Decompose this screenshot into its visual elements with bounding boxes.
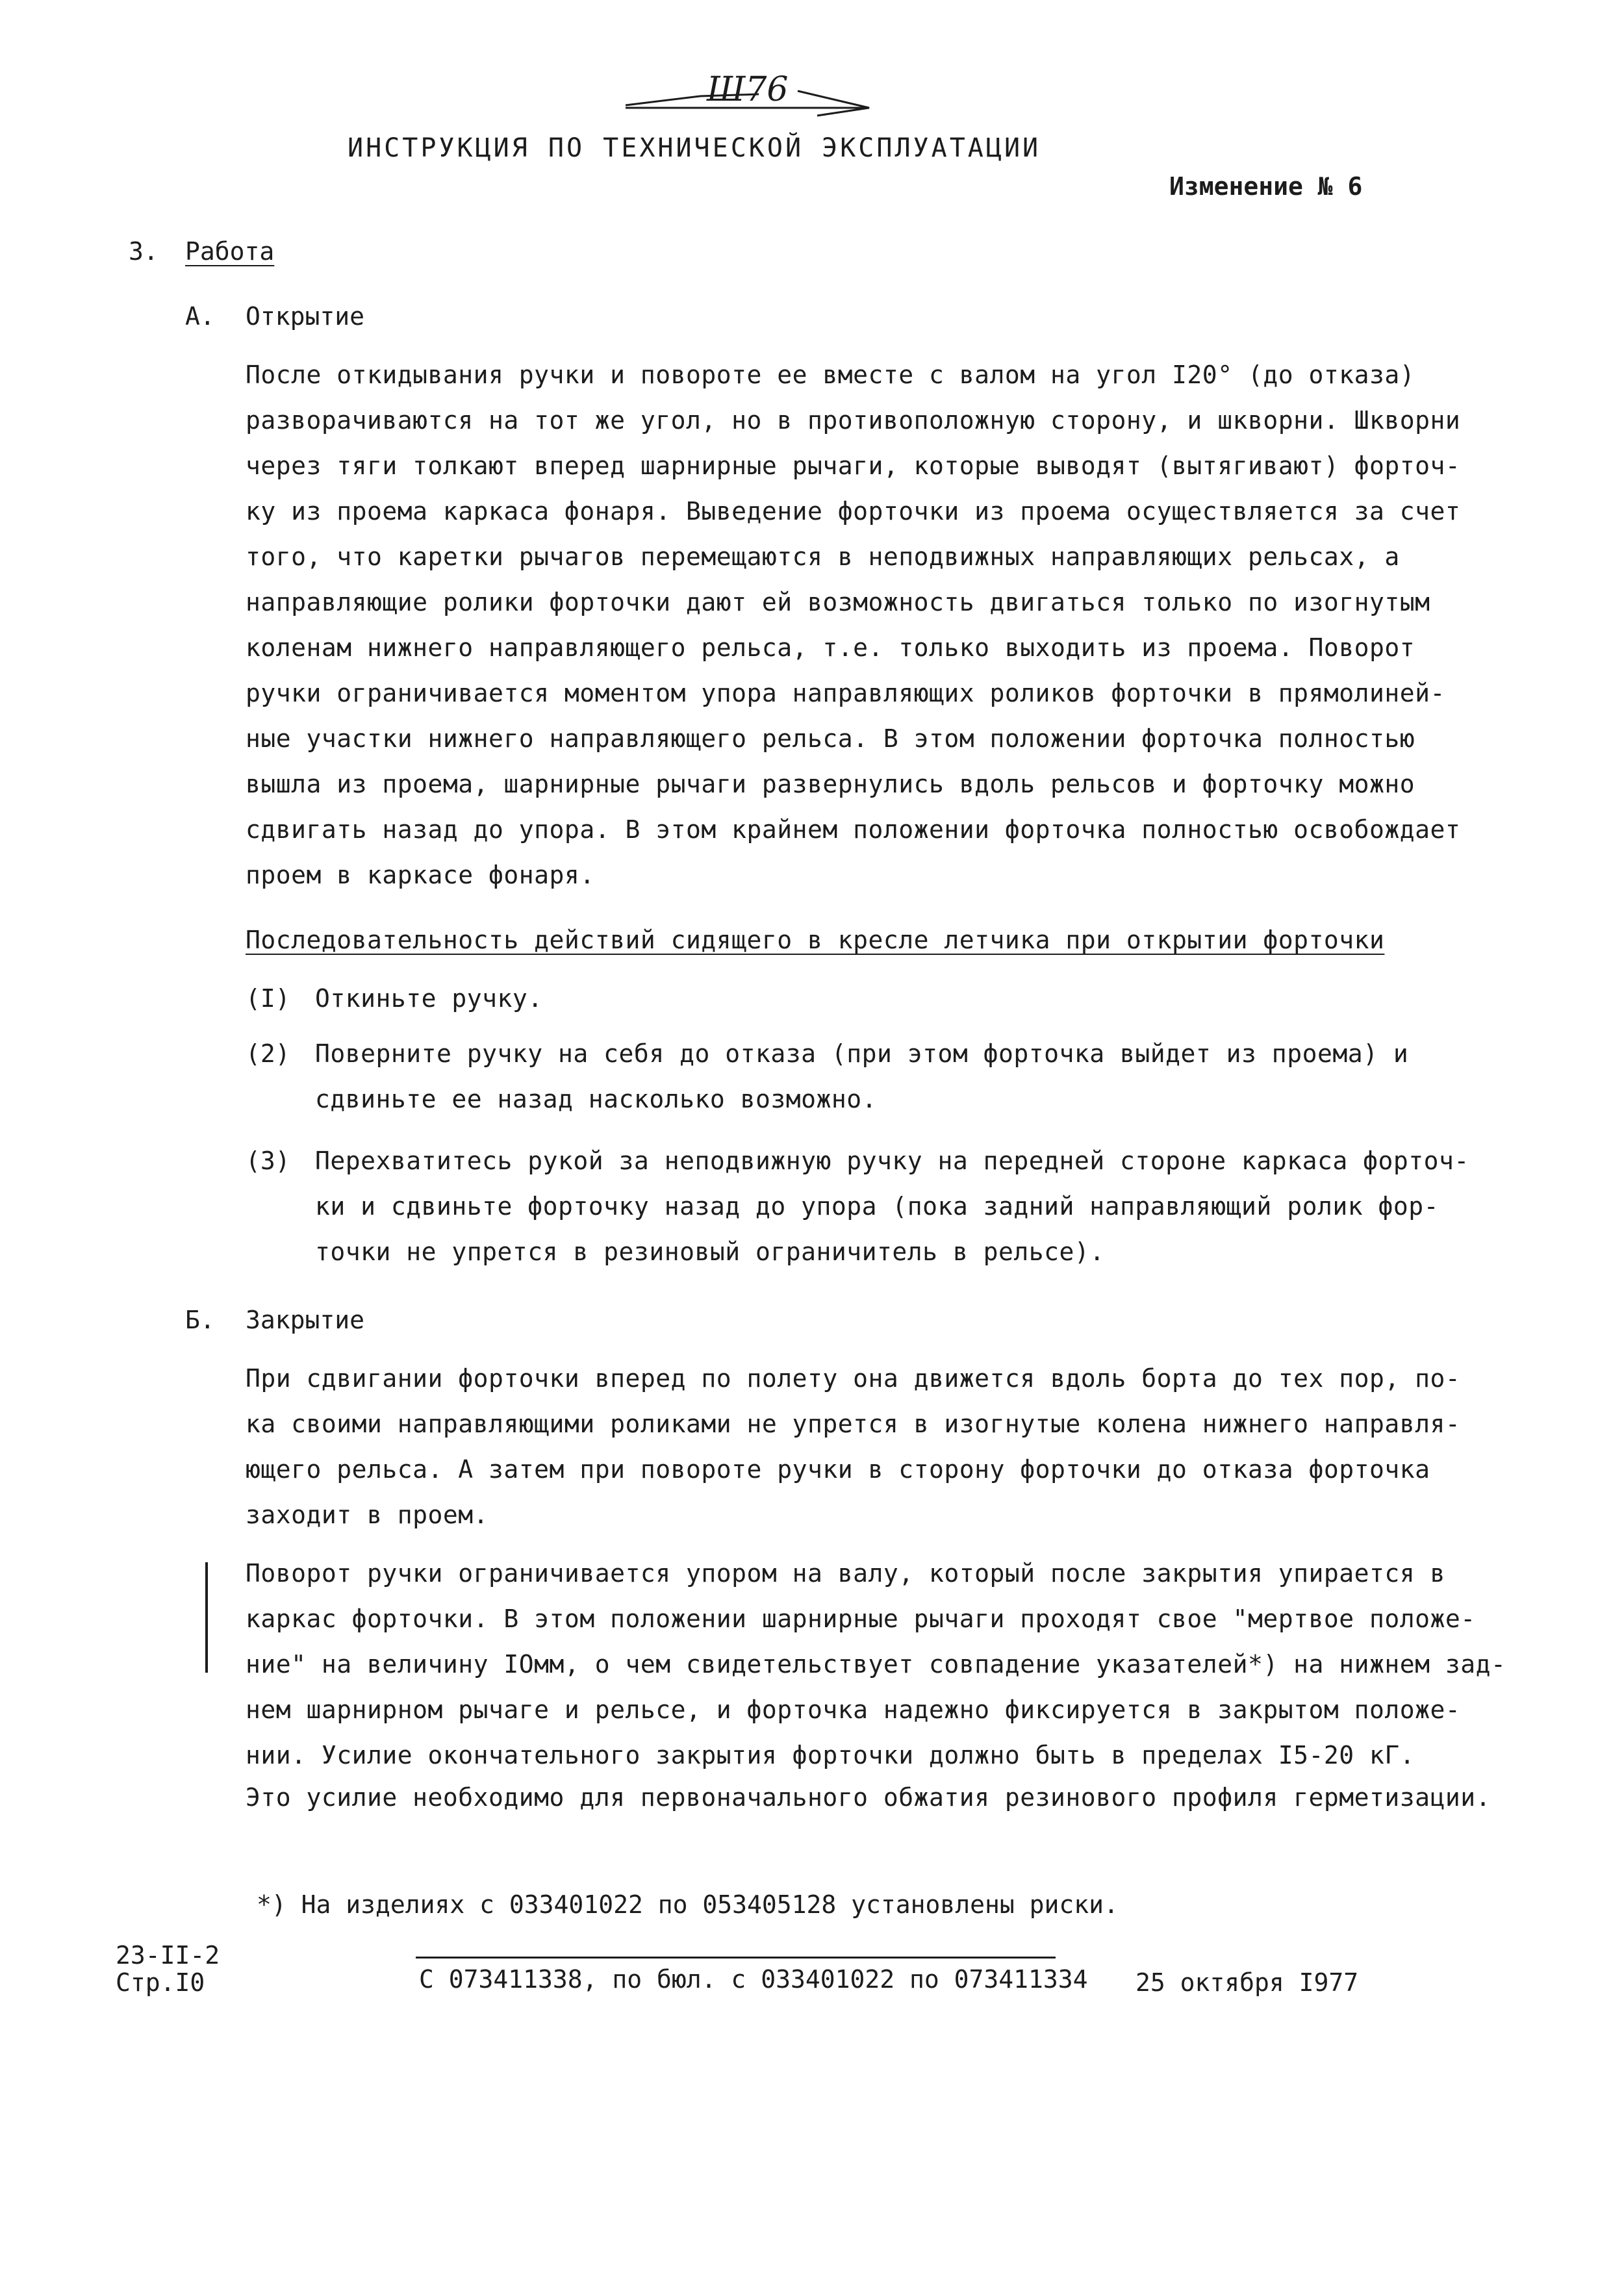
paragraph-line: ка своими направляющими роликами не упрется в изогнутые колена нижнего направля- [246, 1410, 1461, 1438]
paragraph-line: После откидывания ручки и повороте ее вместе с валом на угол I20° (до отказа) [246, 361, 1415, 389]
step-line: Поверните ручку на себя до отказа (при этом форточка выйдет из проема) и [315, 1039, 1409, 1068]
subsection-a-title: Открытие [246, 302, 365, 331]
paragraph-line: ручки ограничивается моментом упора направляющих роликов форточки в прямолиней- [246, 679, 1445, 707]
paragraph-line: каркас форточки. В этом положении шарнирные рычаги проходят свое "мертвое положе- [246, 1604, 1476, 1633]
paragraph-line: проем в каркасе фонаря. [246, 861, 595, 889]
paragraph-line: ющего рельса. А затем при повороте ручки в сторону форточки до отказа форточка [246, 1455, 1430, 1484]
paragraph-line: заходит в проем. [246, 1501, 489, 1529]
step-line: Откиньте ручку. [315, 984, 543, 1013]
paragraph-line: разворачиваются на тот же угол, но в противоположную сторону, и шкворни. Шкворни [246, 406, 1461, 435]
section-number: 3. [129, 237, 159, 266]
change-number: Изменение № 6 [1169, 172, 1363, 201]
revision-date: 25 октября I977 [1136, 1968, 1359, 1997]
doc-code: 23-II-2 [116, 1941, 220, 1970]
step-line: ки и сдвиньте форточку назад до упора (пока задний направляющий ролик фор- [315, 1192, 1439, 1221]
paragraph-line: направляющие ролики форточки дают ей возможность двигаться только по изогнутым [246, 588, 1430, 616]
revision-bar [205, 1562, 208, 1673]
step-number: (2) [246, 1039, 290, 1068]
paragraph-line: сдвигать назад до упора. В этом крайнем положении форточка полностью освобождает [246, 815, 1461, 844]
step-line: точки не упрется в резиновый ограничитель в рельсе). [315, 1237, 1105, 1266]
sequence-heading: Последовательность действий сидящего в кресле летчика при открытии форточки [246, 926, 1385, 954]
subsection-b-title: Закрытие [246, 1306, 365, 1334]
signature-text: Ш76 [707, 70, 789, 109]
paragraph-line: коленам нижнего направляющего рельса, т.е. только выходить из проема. Поворот [246, 633, 1415, 662]
subsection-b-letter: Б. [185, 1306, 215, 1334]
step-line: сдвиньте ее назад насколько возможно. [315, 1085, 877, 1113]
section-title: Работа [185, 237, 275, 266]
paragraph-line: ние" на величину IОмм, о чем свидетельствует совпадение указателей*) на нижнем зад- [246, 1650, 1506, 1679]
paragraph-line: через тяги толкают вперед шарнирные рычаги, которые выводят (вытягивают) форточ- [246, 451, 1461, 480]
paragraph-line: Это усилие необходимо для первоначального обжатия резинового профиля герметизации. [246, 1783, 1491, 1812]
signature-stamp [622, 65, 876, 123]
page-number: Стр.I0 [116, 1968, 205, 1997]
step-number: (3) [246, 1147, 290, 1175]
paragraph-line: нем шарнирном рычаге и рельсе, и форточка надежно фиксируется в закрытом положе- [246, 1695, 1461, 1724]
paragraph-line: нии. Усилие окончательного закрытия форточки должно быть в пределах I5-20 кГ. [246, 1741, 1415, 1769]
serial-range: С 073411338, по бюл. с 033401022 по 073411334 [419, 1965, 1088, 1994]
paragraph-line: вышла из проема, шарнирные рычаги развернулись вдоль рельсов и форточку можно [246, 770, 1415, 798]
step-line: Перехватитесь рукой за неподвижную ручку на передней стороне каркаса форточ- [315, 1147, 1469, 1175]
paragraph-line: При сдвигании форточки вперед по полету она движется вдоль борта до тех пор, по- [246, 1364, 1461, 1393]
subsection-a-letter: А. [185, 302, 215, 331]
paragraph-line: ные участки нижнего направляющего рельса. В этом положении форточка полностью [246, 724, 1415, 753]
document-title: ИНСТРУКЦИЯ ПО ТЕХНИЧЕСКОЙ ЭКСПЛУАТАЦИИ [348, 133, 1041, 163]
footer-rule [416, 1957, 1056, 1959]
paragraph-line: ку из проема каркаса фонаря. Выведение форточки из проема осуществляется за счет [246, 497, 1461, 526]
paragraph-line: того, что каретки рычагов перемещаются в неподвижных направляющих рельсах, а [246, 542, 1400, 571]
step-number: (I) [246, 984, 290, 1013]
paragraph-line: Поворот ручки ограничивается упором на валу, который после закрытия упирается в [246, 1559, 1445, 1588]
footnote: *) На изделиях с 033401022 по 053405128 установлены риски. [257, 1890, 1119, 1919]
